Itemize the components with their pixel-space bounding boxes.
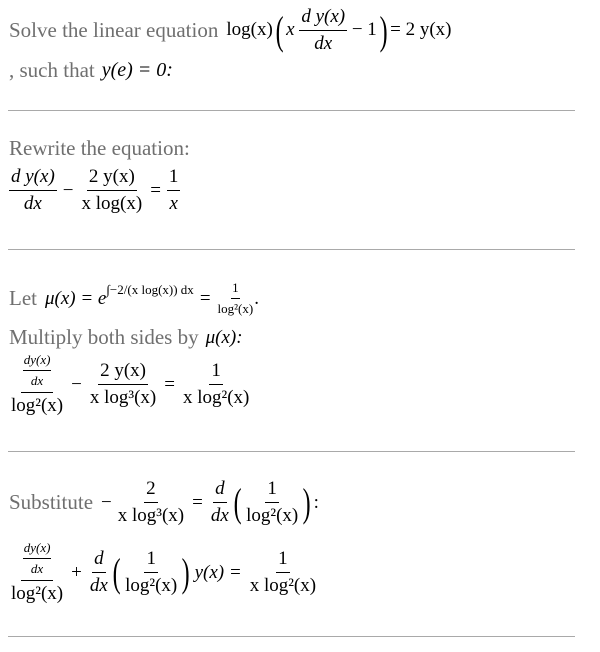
- fraction-numerator: 2 y(x): [98, 360, 148, 385]
- integrating-factor-line: [9, 280, 259, 317]
- divider-3: [8, 451, 575, 452]
- problem-statement: [9, 6, 452, 55]
- rhs-fraction: [167, 166, 181, 215]
- dx-denominator: dx: [30, 373, 44, 388]
- log-x: log(x): [226, 18, 273, 40]
- d-over-dx: [88, 548, 110, 597]
- y-of-x-equals: y(x) =: [194, 561, 242, 583]
- d-numerator: d: [213, 478, 227, 503]
- second-fraction: [80, 166, 145, 215]
- inner-denominator: log²(x): [246, 505, 299, 526]
- rewritten-equation: $\frac{\text{d y(x)}}{dx}$ − $\frac{2 y(x)}{\text{x log(x)}}$ = $\frac{1}{x}$: [11, 166, 179, 214]
- rhs-numerator: 1: [167, 166, 181, 191]
- problem-intro: Solve the linear equation: [9, 18, 219, 42]
- let-text: Let: [9, 286, 37, 310]
- colon: :: [313, 491, 319, 513]
- fraction-denominator: x log³(x): [89, 387, 157, 408]
- divider-4: [8, 636, 575, 637]
- inner-numerator: 1: [265, 478, 279, 503]
- condition-math: y(e) = 0:: [101, 59, 173, 81]
- scaled-denominator: log²(x): [11, 395, 64, 416]
- dx-denominator: dx: [314, 33, 333, 54]
- derivative-fraction: [9, 166, 57, 215]
- substitute-text: Substitute: [9, 490, 94, 514]
- dx-denominator: dx: [89, 575, 108, 596]
- divider-2: [8, 249, 575, 250]
- rhs-denominator: x log²(x): [249, 575, 317, 596]
- dx-denominator: dx: [210, 505, 229, 526]
- mu-fraction: [217, 280, 255, 317]
- multiplied-equation: $\frac{\frac{dy(x)}{dx}}{\text{log²(x)}}$ − $\frac{2 y(x)}{\text{x log³(x)}}$ = $\frac{1}{\text{x log²(x)}}$: [11, 352, 250, 416]
- divider-1: [8, 110, 575, 111]
- rewrite-label: Rewrite the equation:: [9, 136, 190, 160]
- substituted-equation: $\frac{\frac{dy(x)}{dx}}{\text{log²(x)}}$ + $\frac{d}{dx}$ ( $\frac{1}{\text{log²(x)}}$ ) y(x) = $\frac{1}{\text{x log²(x)}}$: [11, 540, 317, 604]
- rhs-fraction: [248, 548, 318, 597]
- rhs-numerator: 1: [209, 360, 223, 385]
- fraction-denominator: x log(x): [81, 193, 143, 214]
- dx-denominator: dx: [30, 561, 44, 576]
- d-numerator: d: [92, 548, 106, 573]
- inner-numerator: 1: [144, 548, 158, 573]
- inner-fraction: [244, 478, 300, 527]
- dx-denominator: dx: [23, 193, 42, 214]
- minus-one: − 1: [351, 18, 377, 40]
- rhs-fraction: [181, 360, 251, 409]
- dy-numerator: d y(x): [9, 166, 57, 191]
- nested-derivative: [23, 352, 52, 389]
- inner-denominator: log²(x): [125, 575, 178, 596]
- derivative-fraction: [299, 6, 347, 55]
- substitute-fraction: [116, 478, 186, 527]
- mu-denominator: log²(x): [217, 301, 254, 316]
- mu-symbol: μ(x):: [205, 326, 243, 348]
- second-fraction: [88, 360, 158, 409]
- rhs-denominator: x log²(x): [182, 387, 250, 408]
- rhs-numerator: 1: [276, 548, 290, 573]
- condition: [9, 58, 173, 83]
- equals-sign: =: [199, 287, 211, 309]
- mu-definition: μ(x) = e: [44, 287, 107, 309]
- condition-text: , such that: [9, 58, 95, 82]
- scaled-denominator: log²(x): [11, 583, 64, 604]
- scaled-derivative-fraction: [9, 540, 65, 605]
- substitute-numerator: 2: [144, 478, 158, 503]
- period: .: [254, 287, 259, 309]
- substitute-line: Substitute − $\frac{2}{\text{x log³(x)}}$ = $\frac{d}{dx}$ ( $\frac{1}{\text{log²(x)}}$ ) :: [9, 478, 319, 526]
- mu-numerator: 1: [231, 280, 240, 299]
- problem-equation: log(x)( x $\frac{\text{d y(x)}}{dx}$ − 1) = 2 y(x): [226, 6, 452, 54]
- fraction-numerator: 2 y(x): [87, 166, 137, 191]
- dy-numerator: dy(x): [23, 352, 52, 371]
- dy-numerator: dy(x): [23, 540, 52, 559]
- multiply-text: Multiply both sides by: [9, 325, 199, 349]
- scaled-derivative-fraction: [9, 352, 65, 417]
- multiply-line: [9, 325, 243, 350]
- inner-fraction: [123, 548, 179, 597]
- nested-derivative: [23, 540, 52, 577]
- rhs: = 2 y(x): [390, 18, 452, 40]
- rhs-denominator: x: [169, 193, 178, 214]
- x-var: x: [286, 18, 295, 40]
- dy-numerator: d y(x): [299, 6, 347, 31]
- d-over-dx: [209, 478, 231, 527]
- substitute-denominator: x log³(x): [117, 505, 185, 526]
- exponent: ∫−2/(x log(x)) dx: [106, 281, 194, 297]
